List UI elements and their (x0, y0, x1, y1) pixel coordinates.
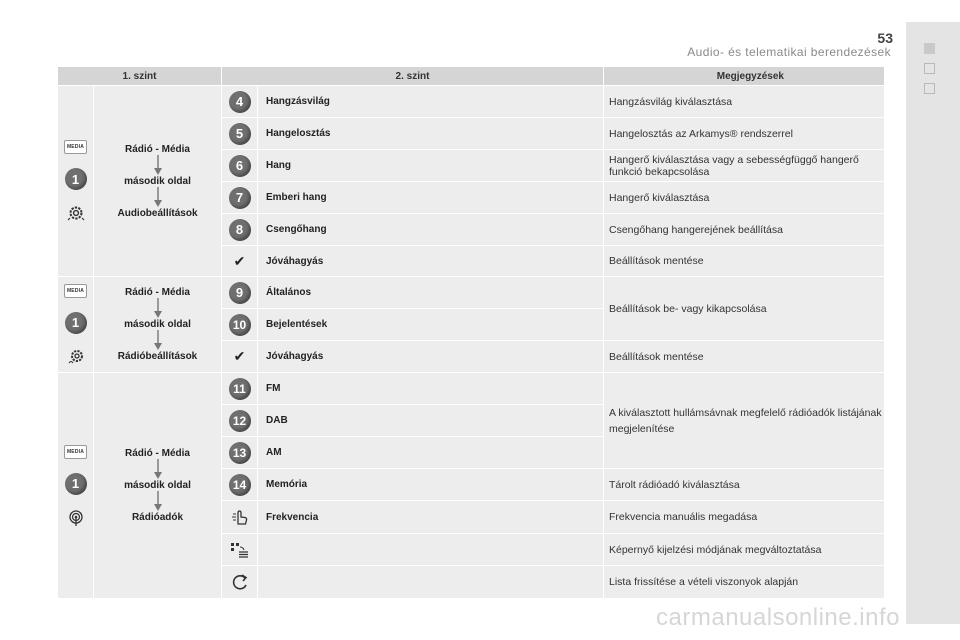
group3-menu-path (94, 373, 222, 599)
row-number (222, 309, 258, 341)
level2-label: Jóváhagyás (258, 341, 604, 373)
row-number (222, 341, 258, 373)
row-number (222, 246, 258, 277)
level2-label: Memória (258, 469, 604, 501)
section-title: Audio- és telematikai berendezések (687, 45, 891, 59)
arrow-down-icon (152, 459, 164, 480)
merged-note: A kiválasztott hullámsávnak megfelelő rádióadók listájának megjelenítése (604, 373, 885, 469)
step-badge: 10 (229, 314, 251, 336)
chapter-marker-active (924, 43, 935, 54)
path-step: második oldal (124, 175, 191, 187)
chapter-marker (924, 83, 935, 94)
page-number: 53 (877, 30, 893, 46)
path-step: Rádió - Média (124, 287, 190, 298)
row-note: Képernyő kijelzési módjának megváltoztatása (604, 534, 885, 566)
row-number (222, 182, 258, 214)
level2-label: Hang (258, 150, 604, 182)
header-notes: Megjegyzések (604, 67, 885, 86)
level2-label: Bejelentések (258, 309, 604, 341)
checkmark-icon: ✔ (233, 252, 246, 269)
path-step: Rádióbeállítások (117, 351, 198, 362)
refresh-icon (230, 572, 250, 592)
row-number (222, 534, 258, 566)
step-badge: 4 (229, 91, 251, 113)
display-mode-icon (229, 541, 251, 559)
row-note: Hangelosztás az Arkamys® rendszerrel (604, 118, 885, 150)
step-badge: 1 (65, 168, 87, 190)
path-step: második oldal (124, 319, 191, 330)
media-button-icon: MEDIA (64, 140, 87, 154)
step-badge: 14 (229, 474, 251, 496)
arrow-down-icon (152, 155, 164, 176)
path-step: Rádióadók (131, 512, 184, 523)
row-number (222, 118, 258, 150)
chapter-tab (906, 22, 960, 624)
row-note: Hangerő kiválasztása (604, 182, 885, 214)
step-badge: 6 (229, 155, 251, 177)
level2-label: DAB (258, 405, 604, 437)
group3-icon-column (58, 373, 94, 599)
level2-label: AM (258, 437, 604, 469)
arrow-down-icon (152, 298, 164, 319)
row-number (222, 277, 258, 309)
level2-label: Általános (258, 277, 604, 309)
row-number (222, 405, 258, 437)
row-number (222, 469, 258, 501)
row-note: Hangerő kiválasztása vagy a sebességfüggő hangerő funkció bekapcsolása (604, 150, 885, 182)
group2-icon-column (58, 277, 94, 373)
level2-label (258, 534, 604, 566)
row-note: Hangzásvilág kiválasztása (604, 86, 885, 118)
radio-station-icon (67, 509, 85, 527)
media-button-icon: MEDIA (64, 445, 87, 459)
level2-label (258, 566, 604, 599)
row-note: Tárolt rádióadó kiválasztása (604, 469, 885, 501)
level2-label: FM (258, 373, 604, 405)
row-number (222, 373, 258, 405)
row-number (222, 566, 258, 599)
level2-label: Emberi hang (258, 182, 604, 214)
settings-gear-icon (67, 204, 85, 222)
checkmark-icon: ✔ (233, 348, 246, 364)
row-note: Beállítások mentése (604, 246, 885, 277)
chapter-marker (924, 63, 935, 74)
row-note: Csengőhang hangerejének beállítása (604, 214, 885, 246)
step-badge: 7 (229, 187, 251, 209)
arrow-down-icon (152, 491, 164, 512)
merged-note: Beállítások be- vagy kikapcsolása (604, 277, 885, 341)
row-number (222, 86, 258, 118)
step-badge: 12 (229, 410, 251, 432)
path-step: Audiobeállítások (117, 207, 198, 219)
radio-settings-icon (67, 348, 85, 366)
row-number (222, 214, 258, 246)
arrow-down-icon (152, 187, 164, 208)
hand-pointer-icon (230, 508, 250, 526)
group2-menu-path (94, 277, 222, 373)
watermark: carmanualsonline.info (656, 604, 900, 631)
step-badge: 11 (229, 378, 251, 400)
level2-label: Frekvencia (258, 501, 604, 534)
step-badge: 8 (229, 219, 251, 241)
level2-label: Hangelosztás (258, 118, 604, 150)
level2-label: Hangzásvilág (258, 86, 604, 118)
level2-label: Csengőhang (258, 214, 604, 246)
header-level2: 2. szint (222, 67, 604, 86)
arrow-down-icon (152, 330, 164, 351)
path-step: Rádió - Média (124, 143, 190, 155)
step-badge: 9 (229, 282, 251, 304)
group1-menu-path (94, 86, 222, 277)
step-badge: 5 (229, 123, 251, 145)
group1-icon-column (58, 86, 94, 277)
row-number (222, 437, 258, 469)
level2-label: Jóváhagyás (258, 246, 604, 277)
step-badge: 1 (65, 473, 87, 495)
step-badge: 1 (65, 312, 87, 334)
row-note: Lista frissítése a vételi viszonyok alapján (604, 566, 885, 599)
header-level1: 1. szint (58, 67, 222, 86)
row-number (222, 150, 258, 182)
path-step: Rádió - Média (124, 448, 190, 459)
row-note: Beállítások mentése (604, 341, 885, 373)
media-button-icon: MEDIA (64, 284, 87, 298)
path-step: második oldal (124, 480, 191, 491)
row-note: Frekvencia manuális megadása (604, 501, 885, 534)
step-badge: 13 (229, 442, 251, 464)
row-number (222, 501, 258, 534)
